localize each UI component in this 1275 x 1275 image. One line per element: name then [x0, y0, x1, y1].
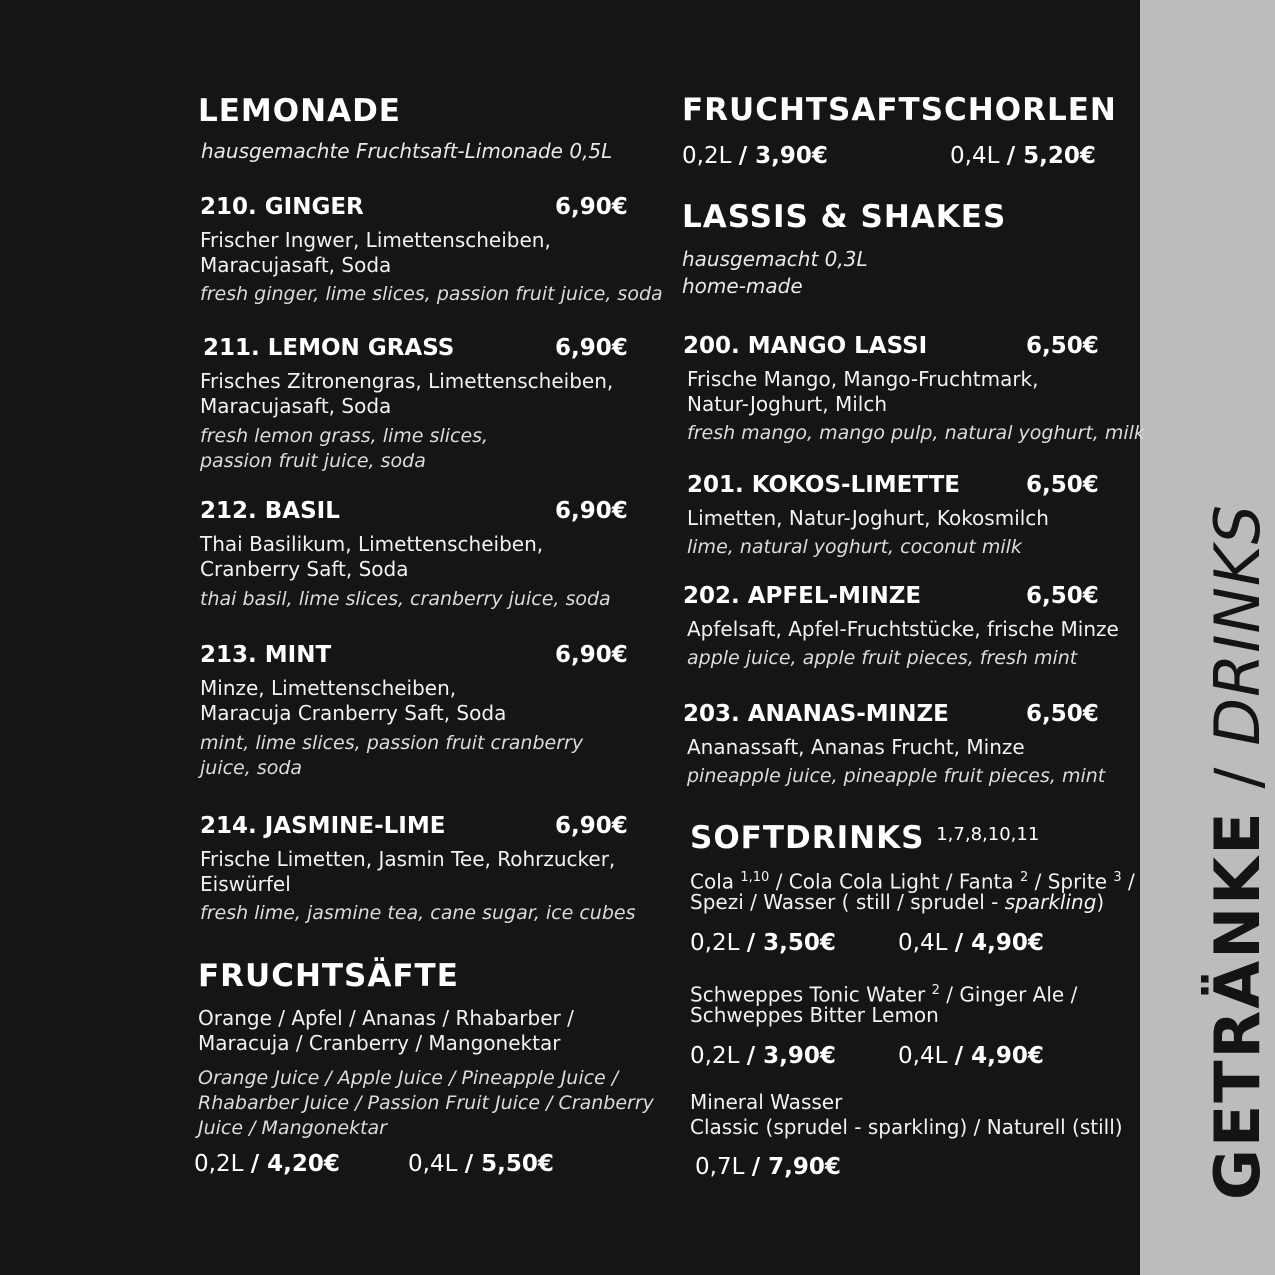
schorlen-size-large: [950, 142, 1096, 170]
item-202-desc-en: apple juice, apple fruit pieces, fresh mint: [687, 647, 1078, 669]
item-211-desc-en: passion fruit juice, soda: [200, 450, 426, 472]
item-212-price: 6,90€: [555, 498, 628, 524]
size-label: 0,2L: [194, 1151, 244, 1177]
schorlen-title: FRUCHTSAFTSCHORLEN: [682, 92, 1117, 128]
size-price: / 7,90€: [751, 1154, 841, 1180]
size-label: 0,2L: [690, 930, 740, 956]
size-label: 0,2L: [690, 1043, 740, 1069]
item-210-desc-en: fresh ginger, lime slices, passion fruit juice, soda: [200, 283, 663, 305]
softdrinks-group3-line2: Classic (sprudel - sparkling) / Naturell (still): [690, 1115, 1123, 1139]
allergen-sup: 1,10: [740, 870, 770, 885]
item-211-title: 211. LEMON GRASS: [203, 335, 455, 361]
softdrinks-group1-size-large: [898, 929, 1044, 957]
fruchtsaefte-desc-en: Juice / Mangonektar: [198, 1117, 387, 1139]
softdrinks-group3-size: [695, 1153, 841, 1181]
side-title-bold: GETRÄNKE: [1201, 810, 1274, 1200]
fruchtsaefte-title: FRUCHTSÄFTE: [198, 958, 459, 994]
item-211-desc-en: fresh lemon grass, lime slices,: [200, 425, 489, 447]
item-212-desc: Thai Basilikum, Limettenscheiben,: [200, 532, 544, 556]
fruchtsaefte-desc-en: Orange Juice / Apple Juice / Pineapple Juice /: [198, 1067, 619, 1089]
item-211-desc: Frisches Zitronengras, Limettenscheiben,: [200, 369, 614, 393]
item-202-price: 6,50€: [1026, 583, 1099, 609]
item-214-desc: Frische Limetten, Jasmin Tee, Rohrzucker,: [200, 847, 616, 871]
fruchtsaefte-size-large: [408, 1150, 554, 1178]
item-203-title: 203. ANANAS-MINZE: [683, 701, 949, 727]
allergen-sup: 3: [1113, 870, 1122, 885]
side-title-slash: /: [1201, 767, 1274, 789]
softdrinks-group2-size-small: [690, 1042, 836, 1070]
side-title: [1201, 504, 1274, 1200]
item-202-title: 202. APFEL-MINZE: [683, 583, 922, 609]
lemonade-subtitle: hausgemachte Fruchtsaft-Limonade 0,5L: [201, 139, 613, 163]
item-212-desc-en: thai basil, lime slices, cranberry juice, soda: [200, 588, 611, 610]
fruchtsaefte-desc: Orange / Apfel / Ananas / Rhabarber /: [198, 1006, 574, 1030]
item-211-price: 6,90€: [555, 335, 628, 361]
fruchtsaefte-size-small: [194, 1150, 340, 1178]
item-213-desc-en: mint, lime slices, passion fruit cranberry: [200, 732, 584, 754]
item-200-title: 200. MANGO LASSI: [683, 333, 928, 359]
item-203-desc: Ananassaft, Ananas Frucht, Minze: [687, 735, 1025, 759]
item-200-desc: Natur-Joghurt, Milch: [687, 392, 888, 416]
fruchtsaefte-desc: Maracuja / Cranberry / Mangonektar: [198, 1031, 561, 1055]
allergen-sup: 2: [1019, 870, 1029, 885]
item-200-desc: Frische Mango, Mango-Fruchtmark,: [687, 367, 1039, 391]
size-price: / 3,50€: [746, 930, 836, 956]
size-price: / 3,90€: [746, 1043, 836, 1069]
softdrinks-group1-line2: [690, 890, 1104, 915]
size-label: 0,4L: [898, 1043, 948, 1069]
size-price: / 5,50€: [464, 1151, 554, 1177]
item-213-price: 6,90€: [555, 642, 628, 668]
text: / Ginger Ale /: [946, 982, 1078, 1007]
item-201-desc-en: lime, natural yoghurt, coconut milk: [687, 536, 1022, 558]
item-210-title: 210. GINGER: [200, 194, 364, 220]
size-price: / 5,20€: [1006, 143, 1096, 169]
item-211-desc: Maracujasaft, Soda: [200, 394, 392, 418]
softdrinks-group2-size-large: [898, 1042, 1044, 1070]
side-title-italic: DRINKS: [1201, 504, 1274, 746]
item-214-desc: Eiswürfel: [200, 872, 291, 896]
text: Cola: [690, 869, 735, 894]
fruchtsaefte-desc-en: Rhabarber Juice / Passion Fruit Juice / Cranberry: [198, 1092, 654, 1114]
size-label: 0,4L: [408, 1151, 458, 1177]
schorlen-size-small: [682, 142, 828, 170]
size-price: / 3,90€: [738, 143, 828, 169]
softdrinks-group1-size-small: [690, 929, 836, 957]
size-label: 0,2L: [682, 143, 732, 169]
text: ): [1096, 890, 1105, 914]
text: /: [1128, 869, 1135, 894]
allergen-sup: 2: [931, 983, 940, 998]
item-210-desc: Maracujasaft, Soda: [200, 253, 392, 277]
text: sparkling: [1004, 890, 1097, 914]
item-214-desc-en: fresh lime, jasmine tea, cane sugar, ice cubes: [200, 902, 636, 924]
item-203-price: 6,50€: [1026, 701, 1099, 727]
softdrinks-title: [690, 817, 1039, 856]
size-label: 0,4L: [898, 930, 948, 956]
item-214-title: 214. JASMINE-LIME: [200, 813, 446, 839]
item-213-desc: Minze, Limettenscheiben,: [200, 676, 457, 700]
item-212-title: 212. BASIL: [200, 498, 340, 524]
item-210-desc: Frischer Ingwer, Limettenscheiben,: [200, 228, 551, 252]
size-price: / 4,20€: [250, 1151, 340, 1177]
item-200-price: 6,50€: [1026, 333, 1099, 359]
item-213-desc-en: juice, soda: [200, 757, 303, 779]
item-201-title: 201. KOKOS-LIMETTE: [687, 472, 960, 498]
text: Spezi / Wasser ( still / sprudel -: [690, 890, 999, 914]
lassis-subtitle-en: home-made: [682, 274, 803, 298]
item-214-price: 6,90€: [555, 813, 628, 839]
lassis-title: LASSIS & SHAKES: [682, 199, 1007, 235]
softdrinks-allergens: 1,7,8,10,11: [936, 824, 1040, 845]
item-201-price: 6,50€: [1026, 472, 1099, 498]
text: / Cola Cola Light / Fanta: [775, 869, 1014, 894]
item-212-desc: Cranberry Saft, Soda: [200, 557, 409, 581]
softdrinks-title-text: SOFTDRINKS: [690, 820, 925, 856]
size-label: 0,4L: [950, 143, 1000, 169]
softdrinks-group3-line1: Mineral Wasser: [690, 1090, 843, 1114]
size-price: / 4,90€: [954, 1043, 1044, 1069]
item-210-price: 6,90€: [555, 194, 628, 220]
item-203-desc-en: pineapple juice, pineapple fruit pieces, mint: [687, 765, 1106, 787]
item-213-title: 213. MINT: [200, 642, 332, 668]
item-202-desc: Apfelsaft, Apfel-Fruchtstücke, frische Minze: [687, 617, 1119, 641]
item-200-desc-en: fresh mango, mango pulp, natural yoghurt, milk: [687, 422, 1145, 444]
size-label: 0,7L: [695, 1154, 745, 1180]
item-213-desc: Maracuja Cranberry Saft, Soda: [200, 701, 507, 725]
size-price: / 4,90€: [954, 930, 1044, 956]
softdrinks-group2-line2: Schweppes Bitter Lemon: [690, 1003, 939, 1027]
lassis-subtitle: hausgemacht 0,3L: [682, 247, 868, 271]
text: Schweppes Tonic Water: [690, 982, 926, 1007]
lemonade-title: LEMONADE: [198, 93, 401, 129]
item-201-desc: Limetten, Natur-Joghurt, Kokosmilch: [687, 506, 1049, 530]
text: / Sprite: [1034, 869, 1108, 894]
